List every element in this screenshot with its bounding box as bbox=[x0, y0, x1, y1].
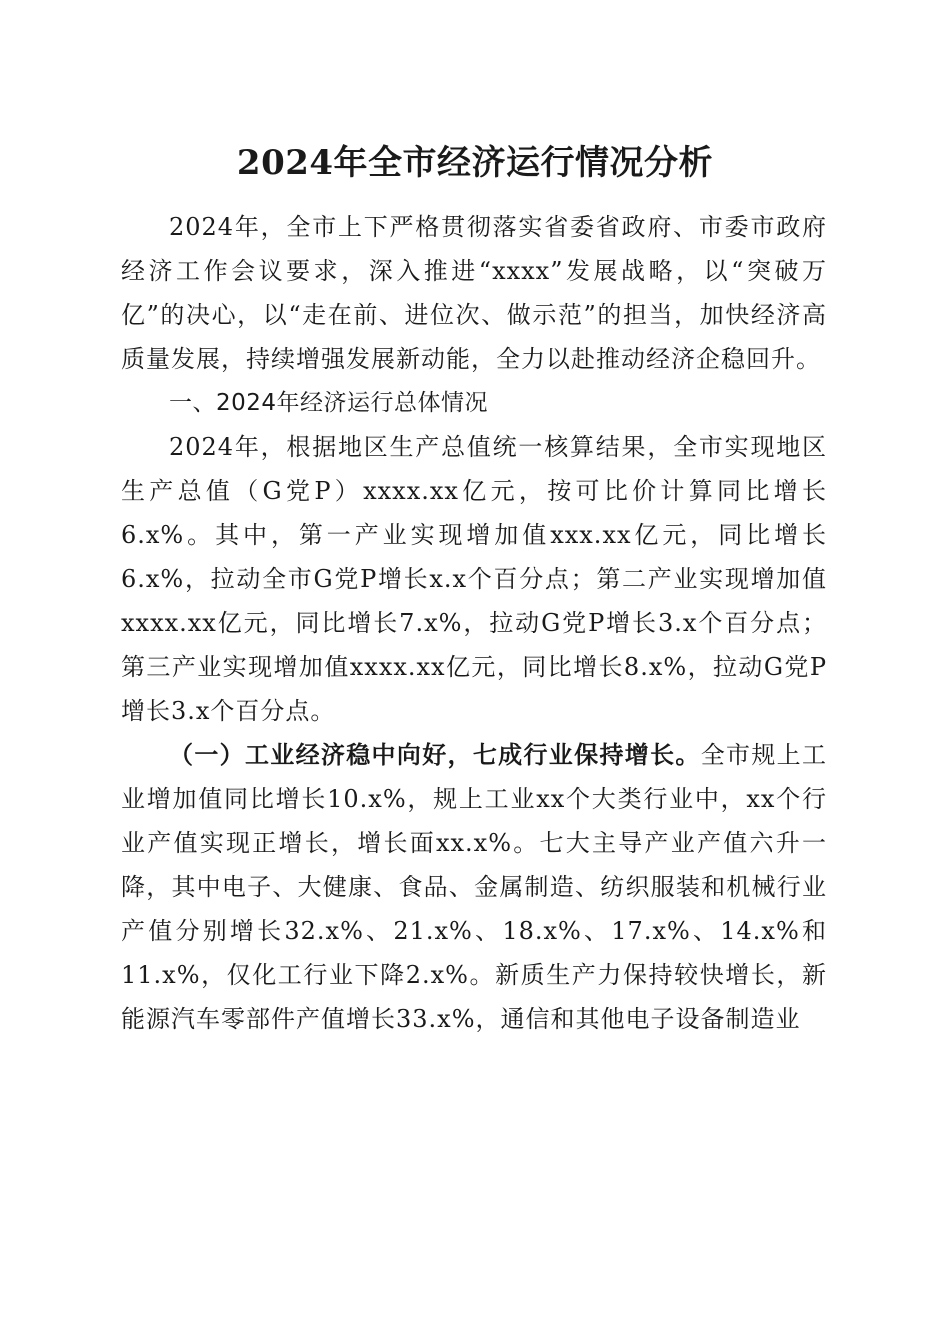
document-title: 2024年全市经济运行情况分析 bbox=[236, 143, 714, 183]
overview-paragraph: 2024年，根据地区生产总值统一核算结果，全市实现地区生产总值（G党P）xxxx.xx亿元，按可比价计算同比增长6.x%。其中，第一产业实现增加值xxx.xx亿元，同比增长6.x%，拉动全市G党P增长x.x个百分点；第二产业实现增加值xxxx.xx亿元，同比增长7.x%，拉动G党P增长3.x个百分点；第三产业实现增加值xxxx.xx亿元，同比增长8.x%，拉动G党P增长3.x个百分点。 bbox=[121, 433, 827, 725]
subsection-text: 全市规上工业增加值同比增长10.x%，规上工业xx个大类行业中，xx个行业产值实现正增长，增长面xx.x%。七大主导产业产值六升一降，其中电子、大健康、食品、金属制造、纺织服装和机械行业产值分别增长32.x%、21.x%、18.x%、17.x%、14.x%和11.x%，仅化工行业下降2.x%。新质生产力保持较快增长，新能源汽车零部件产值增长33.x%，通信和其他电子设备制造业 bbox=[121, 741, 827, 1033]
document-body bbox=[121, 205, 827, 1041]
intro-paragraph: 2024年，全市上下严格贯彻落实省委省政府、市委市政府经济工作会议要求，深入推进“xxxx”发展战略，以“突破万亿”的决心，以“走在前、进位次、做示范”的担当，加快经济高质量发展，持续增强发展新动能，全力以赴推动经济企稳回升。 bbox=[121, 213, 827, 373]
industry-paragraph bbox=[121, 733, 827, 1041]
section-heading: 一、2024年经济运行总体情况 bbox=[169, 390, 489, 416]
subsection-heading: （一）工业经济稳中向好，七成行业保持增长。 bbox=[169, 740, 701, 769]
